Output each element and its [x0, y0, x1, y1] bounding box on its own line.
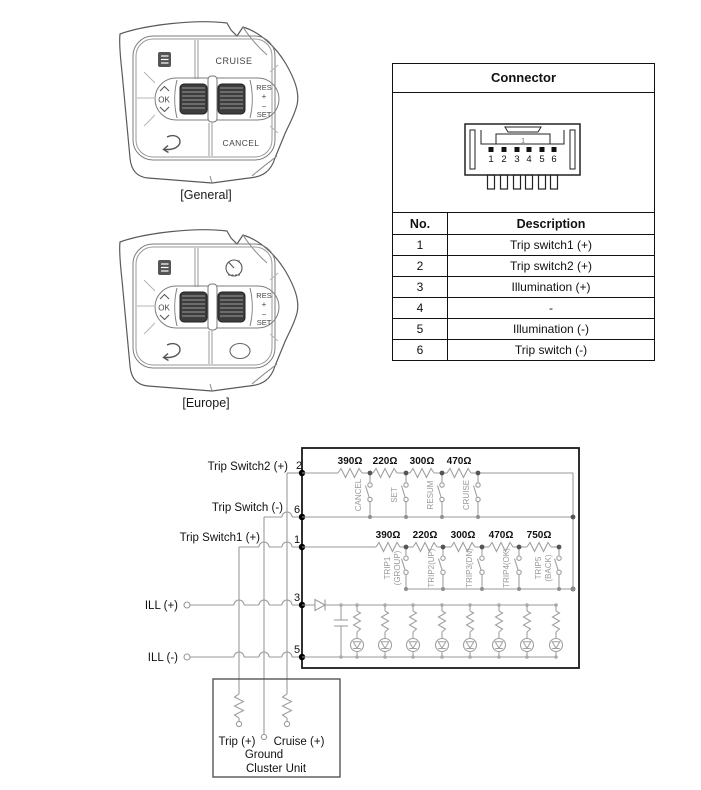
row-a-resistor-2: 300Ω — [409, 456, 435, 467]
led-branch — [407, 603, 420, 659]
chevron-up-icon — [160, 295, 169, 300]
scroll-rollers — [180, 76, 245, 122]
menu-button — [158, 52, 171, 67]
caption-general: [General] — [180, 188, 232, 202]
table-row-no: 5 — [393, 318, 448, 339]
chevron-down-icon — [160, 315, 169, 320]
row-a-switch-0: CANCEL — [354, 478, 363, 512]
roller-right — [218, 84, 245, 114]
table-row-no: 6 — [393, 339, 448, 360]
set-label: SET — [256, 318, 272, 327]
col-header-no: No. — [393, 213, 448, 234]
svg-text:1: 1 — [488, 154, 494, 165]
table-row-desc: Illumination (+) — [448, 276, 654, 297]
scroll-rollers — [180, 284, 245, 330]
table-row-desc: Trip switch1 (+) — [448, 234, 654, 255]
pin-labels — [145, 460, 302, 664]
table-row-no: 2 — [393, 255, 448, 276]
cluster-unit-label: Cluster Unit — [245, 763, 307, 775]
row-a-resistor-3: 470Ω — [446, 456, 472, 467]
cluster-ground-label: Ground — [244, 749, 284, 761]
led-branch — [379, 603, 392, 659]
cancel-button-label: CANCEL — [222, 138, 260, 148]
led-branch — [464, 603, 477, 659]
row-b-switch-4-line-0: TRIP5 — [534, 556, 543, 580]
cluster-cruise-label: Cruise (+) — [273, 736, 325, 748]
led-branch — [436, 603, 449, 659]
row-b-resistor-2: 300Ω — [450, 530, 476, 541]
row-a-switch-3: CRUISE — [462, 479, 471, 511]
ill-plus-terminal — [184, 602, 190, 608]
res-label: RES — [256, 83, 272, 92]
row-b-switch-3: TRIP4(OK) — [502, 548, 511, 588]
roller-right — [218, 292, 245, 322]
caption-europe: [Europe] — [182, 396, 230, 410]
capacitor — [334, 603, 348, 659]
row-a-switch-2: RESUM — [426, 480, 435, 510]
pin5-number: 5 — [294, 644, 301, 656]
col-header-description: Description — [516, 216, 586, 231]
connector-body — [465, 124, 580, 175]
row-b-switch-0-line-1: (GROUP) — [393, 550, 402, 586]
table-row-desc: Trip switch (-) — [448, 339, 654, 360]
row-b-trip-switches — [302, 530, 575, 591]
svg-text:2: 2 — [501, 154, 507, 165]
table-row-no: 4 — [393, 297, 448, 318]
led-branch — [521, 603, 534, 659]
cluster-trip-label: Trip (+) — [218, 736, 256, 748]
pin1-number: 1 — [294, 534, 301, 546]
res-set-labels — [256, 83, 271, 119]
res-label: RES — [256, 291, 272, 300]
connector-cavity-label: 1 — [521, 137, 525, 145]
connector-pin-table — [393, 213, 654, 360]
table-row-no: 1 — [393, 234, 448, 255]
plus-label: + — [261, 92, 267, 101]
pin2-label: Trip Switch2 (+) — [207, 461, 288, 473]
svg-text:4: 4 — [526, 154, 532, 165]
table-row-desc: Illumination (-) — [448, 318, 654, 339]
row-a-resistor-0: 390Ω — [337, 456, 363, 467]
cruise-button-label: CRUISE — [215, 56, 253, 66]
pin5-label: ILL (-) — [147, 652, 178, 664]
svg-text:3: 3 — [514, 154, 520, 165]
row-c-illumination — [302, 600, 563, 659]
row-b-switch-0-line-0: TRIP1 — [383, 556, 392, 580]
table-row-no: 3 — [393, 276, 448, 297]
ok-button-label: OK — [158, 303, 170, 313]
row-b-resistor-1: 220Ω — [412, 530, 438, 541]
row-b-switch-2: TRIP3(DN) — [465, 548, 474, 588]
roller-left — [180, 84, 207, 114]
oval-button-icon — [230, 344, 250, 359]
row-b-switch-1: TRIP2(UP) — [427, 548, 436, 588]
pin6-label: Trip Switch (-) — [211, 502, 283, 514]
pin3-label: ILL (+) — [144, 600, 178, 612]
ok-button-label: OK — [158, 95, 170, 105]
pin3-number: 3 — [294, 592, 301, 604]
connector-legs — [488, 175, 558, 189]
led-branch — [550, 603, 563, 659]
steering-switch-europe-drawing — [100, 218, 312, 398]
svg-text:5: 5 — [539, 154, 545, 165]
ill-minus-terminal — [184, 654, 190, 660]
roller-left — [180, 292, 207, 322]
pin2-number: 2 — [296, 460, 303, 472]
return-arrow-icon — [164, 344, 181, 361]
speed-limiter-icon — [226, 260, 242, 276]
set-label: SET — [256, 110, 272, 119]
row-a-resistor-1: 220Ω — [372, 456, 398, 467]
connector-drawing — [393, 93, 654, 213]
steering-switch-general-drawing — [100, 10, 312, 190]
menu-button — [158, 260, 171, 275]
connector-pin-squares — [489, 147, 557, 152]
led-branch — [351, 603, 364, 659]
table-row-desc: Trip switch2 (+) — [448, 255, 654, 276]
svg-text:6: 6 — [551, 154, 557, 165]
plus-label: + — [261, 300, 267, 309]
pin1-label: Trip Switch1 (+) — [179, 532, 260, 544]
cluster-unit — [213, 679, 340, 777]
led-branch — [493, 603, 506, 659]
connector-panel — [392, 63, 655, 361]
circuit-diagram — [0, 420, 701, 790]
row-b-resistor-0: 390Ω — [375, 530, 401, 541]
connector-pin-numbers — [488, 154, 556, 165]
chevron-up-icon — [160, 87, 169, 92]
return-arrow-icon — [164, 136, 181, 153]
chevron-down-icon — [160, 107, 169, 112]
row-b-resistor-4: 750Ω — [526, 530, 552, 541]
row-a-switch-1: SET — [390, 487, 399, 503]
pin6-number: 6 — [294, 504, 301, 516]
row-b-switch-4-line-1: (BACK) — [544, 554, 553, 582]
table-row-desc: - — [448, 297, 654, 318]
minus-label: − — [261, 102, 267, 111]
row-b-resistor-3: 470Ω — [488, 530, 514, 541]
connector-panel-title: Connector — [393, 64, 654, 93]
res-set-labels — [256, 291, 271, 327]
diode — [315, 600, 325, 611]
minus-label: − — [261, 310, 267, 319]
